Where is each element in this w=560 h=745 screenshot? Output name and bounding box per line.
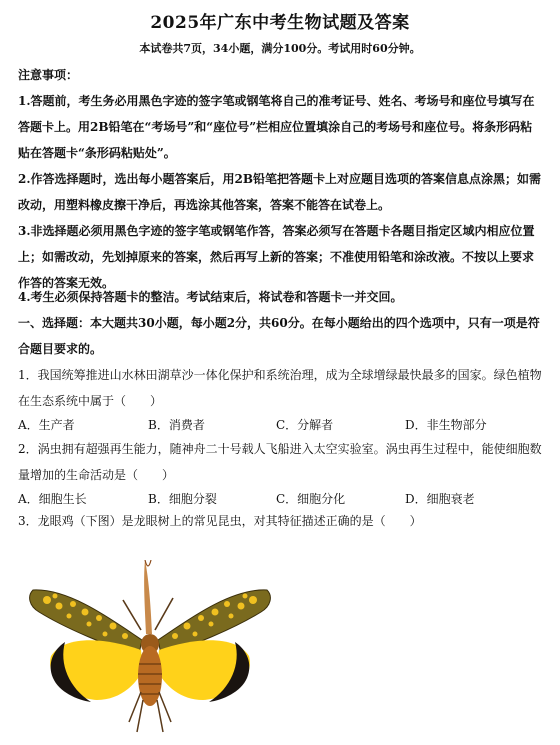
exam-info: 本试卷共7页，34小题，满分100分。考试用时60分钟。 — [139, 42, 421, 55]
note-item-3: 3.非选择题必须用黑色字迹的签字笔或钢笔作答，答案必须写在答题卡各题目指定区域内相应位置上；如需改动，先划掉原来的答案，然后再写上新的答案；不准使用铅笔和涂改液。不按以上要求作答的答案无效。 — [18, 224, 535, 290]
note-item-4: 4.考生必须保持答题卡的整洁。考试结束后，将试卷和答题卡一并交回。 — [18, 290, 403, 304]
note-item-2: 2.作答选择题时，选出每小题答案后，用2B铅笔把答题卡上对应题目选项的答案信息点涂黑；如需改动，用塑料橡皮擦干净后，再选涂其他答案，答案不能答在试卷上。 — [18, 172, 542, 212]
option-c: C．分解者 — [276, 418, 334, 432]
option-d: D．非生物部分 — [405, 418, 487, 432]
option-c: C．细胞分化 — [276, 492, 346, 506]
question-3: 3．龙眼鸡（下图）是龙眼树上的常见昆虫，对其特征描述正确的是（ ） — [18, 514, 422, 528]
notes-heading: 注意事项： — [18, 68, 79, 82]
option-b: B．细胞分裂 — [148, 492, 217, 506]
question-2: 2．涡虫拥有超强再生能力，随神舟二十号载人飞船进入太空实验室。涡虫再生过程中，能使细胞数量增加的生命活动是（ ） — [18, 442, 542, 482]
section-heading: 一、选择题：本大题共30小题，每小题2分，共60分。在每小题给出的四个选项中，只有一项是符合题目要求的。 — [18, 316, 540, 356]
option-a: A．细胞生长 — [18, 492, 87, 506]
option-b: B．消费者 — [148, 418, 205, 432]
option-a: A．生产者 — [18, 418, 75, 432]
lanternfly-image — [25, 560, 275, 735]
note-item-1: 1.答题前，考生务必用黑色字迹的签字笔或钢笔将自己的准考证号、姓名、考场号和座位号填写在答题卡上。用2B铅笔在“考场号”和“座位号”栏相应位置填涂自己的考场号和座位号。将条形码粘贴在答题卡“条形码粘贴处”。 — [18, 94, 535, 160]
option-d: D．细胞衰老 — [405, 492, 475, 506]
question-1: 1．我国统筹推进山水林田湖草沙一体化保护和系统治理，成为全球增绿最快最多的国家。绿色植物在生态系统中属于（ ） — [18, 368, 542, 408]
question-1-options — [18, 412, 542, 438]
page-title: 2025年广东中考生物试题及答案 — [150, 13, 410, 33]
